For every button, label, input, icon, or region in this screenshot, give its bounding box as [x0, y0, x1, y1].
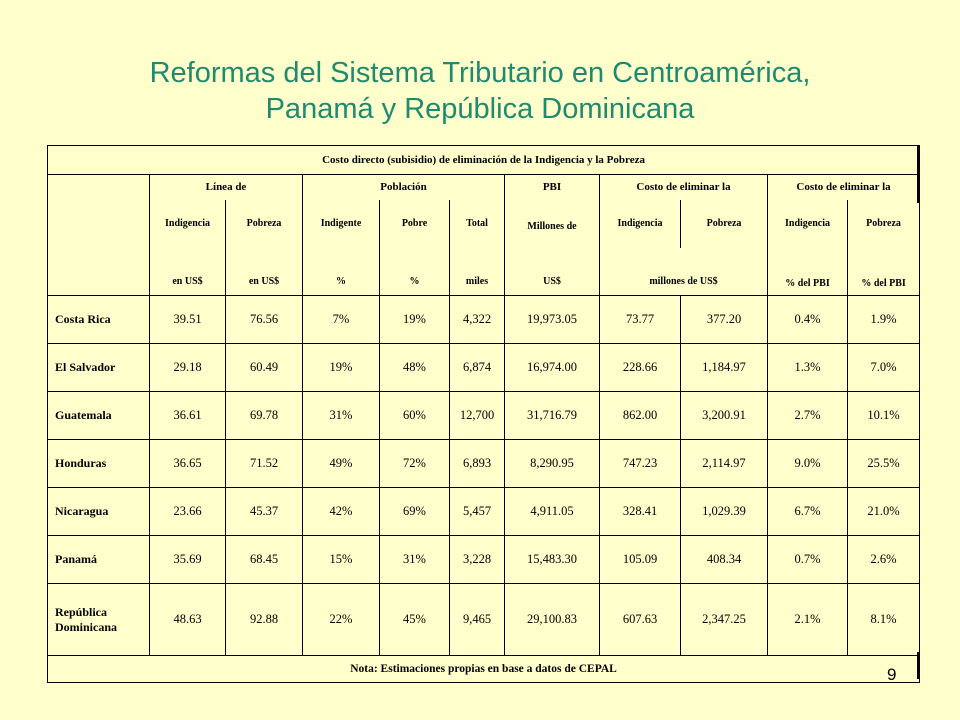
table-caption: Costo directo (subisidio) de eliminación de la Indigencia y la Pobreza — [48, 146, 920, 175]
unit-miles: miles — [450, 248, 505, 296]
value-cell-ci: 747.23 — [600, 440, 681, 488]
unit-us-1: en US$ — [150, 248, 226, 296]
value-cell-ci: 228.66 — [600, 344, 681, 392]
value-cell-pbi-p: 2.6% — [848, 536, 920, 584]
header-indigente: Indigente — [303, 200, 380, 248]
country-cell: Panamá — [48, 536, 150, 584]
value-cell-pp: 69% — [380, 488, 450, 536]
value-cell-pp: 48% — [380, 344, 450, 392]
cost-table — [47, 145, 920, 683]
table-caption-row — [48, 146, 920, 175]
value-cell-lp: 69.78 — [226, 392, 303, 440]
table-row — [48, 584, 920, 656]
value-cell-ci: 105.09 — [600, 536, 681, 584]
value-cell-li: 48.63 — [150, 584, 226, 656]
table-row — [48, 392, 920, 440]
country-cell: Nicaragua — [48, 488, 150, 536]
value-cell-pbi-p: 10.1% — [848, 392, 920, 440]
table-row — [48, 488, 920, 536]
value-cell-lp: 76.56 — [226, 296, 303, 344]
value-cell-pbi-i: 1.3% — [768, 344, 848, 392]
table-right-edge-bottom — [917, 652, 920, 679]
value-cell-pbi-p: 7.0% — [848, 344, 920, 392]
value-cell-cp: 1,029.39 — [681, 488, 768, 536]
sub-header-row — [48, 200, 920, 248]
value-cell-pt: 5,457 — [450, 488, 505, 536]
value-cell-li: 36.65 — [150, 440, 226, 488]
unit-pct-2: % — [380, 248, 450, 296]
value-cell-pi: 15% — [303, 536, 380, 584]
value-cell-pi: 19% — [303, 344, 380, 392]
table-note: Nota: Estimaciones propias en base a datos de CEPAL — [48, 656, 920, 683]
value-cell-pbi-i: 0.4% — [768, 296, 848, 344]
value-cell-lp: 68.45 — [226, 536, 303, 584]
value-cell-pi: 31% — [303, 392, 380, 440]
value-cell-cp: 2,347.25 — [681, 584, 768, 656]
value-cell-lp: 92.88 — [226, 584, 303, 656]
value-cell-pp: 31% — [380, 536, 450, 584]
value-cell-pp: 72% — [380, 440, 450, 488]
header-linea: Línea de — [150, 175, 303, 200]
value-cell-cp: 377.20 — [681, 296, 768, 344]
value-cell-pp: 60% — [380, 392, 450, 440]
value-cell-li: 23.66 — [150, 488, 226, 536]
slide-title-line-1: Reformas del Sistema Tributario en Centroamérica, — [149, 57, 811, 89]
country-cell: República Dominicana — [48, 584, 150, 656]
value-cell-pbi-i: 2.7% — [768, 392, 848, 440]
value-cell-cp: 1,184.97 — [681, 344, 768, 392]
header-pobre: Pobre — [380, 200, 450, 248]
note-row — [48, 656, 920, 683]
group-header-row — [48, 175, 920, 200]
value-cell-pi: 42% — [303, 488, 380, 536]
header-pobreza-3: Pobreza — [848, 200, 920, 248]
unit-pct-1: % — [303, 248, 380, 296]
value-cell-ci: 607.63 — [600, 584, 681, 656]
value-cell-pbi-p: 25.5% — [848, 440, 920, 488]
value-cell-pbi: 15,483.30 — [505, 536, 600, 584]
table-right-edge-top — [917, 145, 920, 203]
header-indigencia-1: Indigencia — [150, 200, 226, 248]
value-cell-li: 39.51 — [150, 296, 226, 344]
unit-pbi-1: % del PBI — [768, 248, 848, 296]
value-cell-pp: 19% — [380, 296, 450, 344]
unit-millones-uss: millones de US$ — [600, 248, 768, 296]
header-pbi: PBI — [505, 175, 600, 200]
value-cell-pbi-i: 0.7% — [768, 536, 848, 584]
value-cell-pbi-i: 6.7% — [768, 488, 848, 536]
value-cell-pbi: 31,716.79 — [505, 392, 600, 440]
value-cell-li: 35.69 — [150, 536, 226, 584]
unit-header-row — [48, 248, 920, 296]
value-cell-pt: 6,893 — [450, 440, 505, 488]
value-cell-pbi: 16,974.00 — [505, 344, 600, 392]
value-cell-pt: 4,322 — [450, 296, 505, 344]
value-cell-pp: 45% — [380, 584, 450, 656]
country-cell: Honduras — [48, 440, 150, 488]
unit-pbi-2: % del PBI — [848, 248, 920, 296]
value-cell-pbi: 19,973.05 — [505, 296, 600, 344]
value-cell-pbi-p: 8.1% — [848, 584, 920, 656]
country-cell: El Salvador — [48, 344, 150, 392]
value-cell-pi: 22% — [303, 584, 380, 656]
slide-title — [0, 55, 960, 127]
value-cell-ci: 73.77 — [600, 296, 681, 344]
table-row — [48, 440, 920, 488]
table-body — [48, 296, 920, 656]
value-cell-lp: 45.37 — [226, 488, 303, 536]
value-cell-ci: 862.00 — [600, 392, 681, 440]
value-cell-pt: 9,465 — [450, 584, 505, 656]
value-cell-pbi: 29,100.83 — [505, 584, 600, 656]
value-cell-pbi-i: 9.0% — [768, 440, 848, 488]
value-cell-pbi-p: 1.9% — [848, 296, 920, 344]
unit-uss: US$ — [505, 248, 600, 296]
value-cell-pbi-i: 2.1% — [768, 584, 848, 656]
header-indigencia-3: Indigencia — [768, 200, 848, 248]
value-cell-pt: 12,700 — [450, 392, 505, 440]
header-indigencia-2: Indigencia — [600, 200, 681, 248]
value-cell-li: 36.61 — [150, 392, 226, 440]
value-cell-cp: 3,200.91 — [681, 392, 768, 440]
value-cell-pbi-p: 21.0% — [848, 488, 920, 536]
header-costo-2: Costo de eliminar la — [768, 175, 920, 200]
value-cell-lp: 71.52 — [226, 440, 303, 488]
header-pobreza-1: Pobreza — [226, 200, 303, 248]
table-row — [48, 536, 920, 584]
value-cell-li: 29.18 — [150, 344, 226, 392]
country-cell: Guatemala — [48, 392, 150, 440]
header-poblacion: Población — [303, 175, 505, 200]
value-cell-cp: 2,114.97 — [681, 440, 768, 488]
value-cell-pi: 7% — [303, 296, 380, 344]
table-row — [48, 344, 920, 392]
value-cell-pbi: 8,290.95 — [505, 440, 600, 488]
value-cell-pt: 6,874 — [450, 344, 505, 392]
header-pobreza-2: Pobreza — [681, 200, 768, 248]
value-cell-pt: 3,228 — [450, 536, 505, 584]
header-costo-1: Costo de eliminar la — [600, 175, 768, 200]
value-cell-cp: 408.34 — [681, 536, 768, 584]
value-cell-pi: 49% — [303, 440, 380, 488]
value-cell-pbi: 4,911.05 — [505, 488, 600, 536]
value-cell-ci: 328.41 — [600, 488, 681, 536]
page-number: 9 — [887, 665, 897, 684]
header-total: Total — [450, 200, 505, 248]
table-row — [48, 296, 920, 344]
unit-us-2: en US$ — [226, 248, 303, 296]
country-cell: Costa Rica — [48, 296, 150, 344]
value-cell-lp: 60.49 — [226, 344, 303, 392]
header-millones-de: Millones de — [505, 200, 600, 248]
country-header-cell — [48, 175, 150, 296]
slide-title-line-2: Panamá y República Dominicana — [265, 93, 695, 125]
